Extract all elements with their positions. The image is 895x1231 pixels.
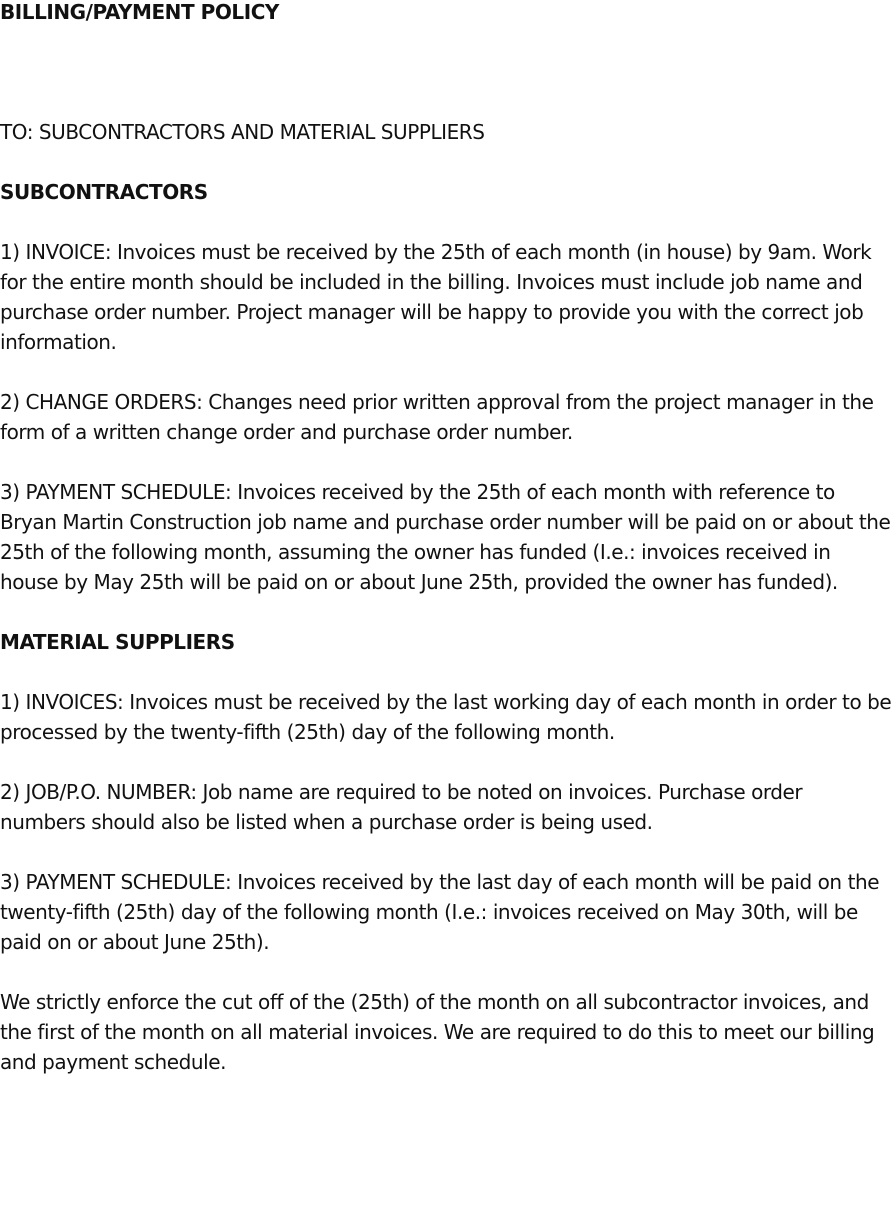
material-suppliers-heading: MATERIAL SUPPLIERS [0, 630, 235, 654]
title-spacer [0, 27, 893, 117]
material-suppliers-item-invoices: 1) INVOICES: Invoices must be received by the last working day of each month in order to be processed by the twenty-fifth (25th) day of the following month. [0, 690, 892, 744]
subcontractors-item-payment-schedule: 3) PAYMENT SCHEDULE: Invoices received by the 25th of each month with reference to Bryan Martin Construction job name and purchase order number will be paid on or about the 25th of the following month, assuming the owner has funded (I.e.: invoices received in house by May 25th will be paid on or about June 25th, provided the owner has funded). [0, 480, 891, 594]
document-title: BILLING/PAYMENT POLICY [0, 0, 279, 24]
material-suppliers-item-payment-schedule: 3) PAYMENT SCHEDULE: Invoices received by the last day of each month will be paid on the twenty-fifth (25th) day of the following month (I.e.: invoices received on May 30th, will be paid on or about June 25th). [0, 870, 880, 954]
subcontractors-heading: SUBCONTRACTORS [0, 180, 208, 204]
recipients-line: TO: SUBCONTRACTORS AND MATERIAL SUPPLIERS [0, 120, 485, 144]
subcontractors-item-invoice: 1) INVOICE: Invoices must be received by the 25th of each month (in house) by 9am. Work for the entire month should be included in the billing. Invoices must include job name and purchase order number. Project manager will be happy to provide you with the correct job information. [0, 240, 872, 354]
subcontractors-item-change-orders: 2) CHANGE ORDERS: Changes need prior written approval from the project manager in the form of a written change order and purchase order number. [0, 390, 874, 444]
closing-paragraph: We strictly enforce the cut off of the (25th) of the month on all subcontractor invoices, and the first of the month on all material invoices. We are required to do this to meet our billing and payment schedule. [0, 990, 875, 1074]
material-suppliers-item-job-po-number: 2) JOB/P.O. NUMBER: Job name are required to be noted on invoices. Purchase order numbers should also be listed when a purchase order is being used. [0, 780, 803, 834]
